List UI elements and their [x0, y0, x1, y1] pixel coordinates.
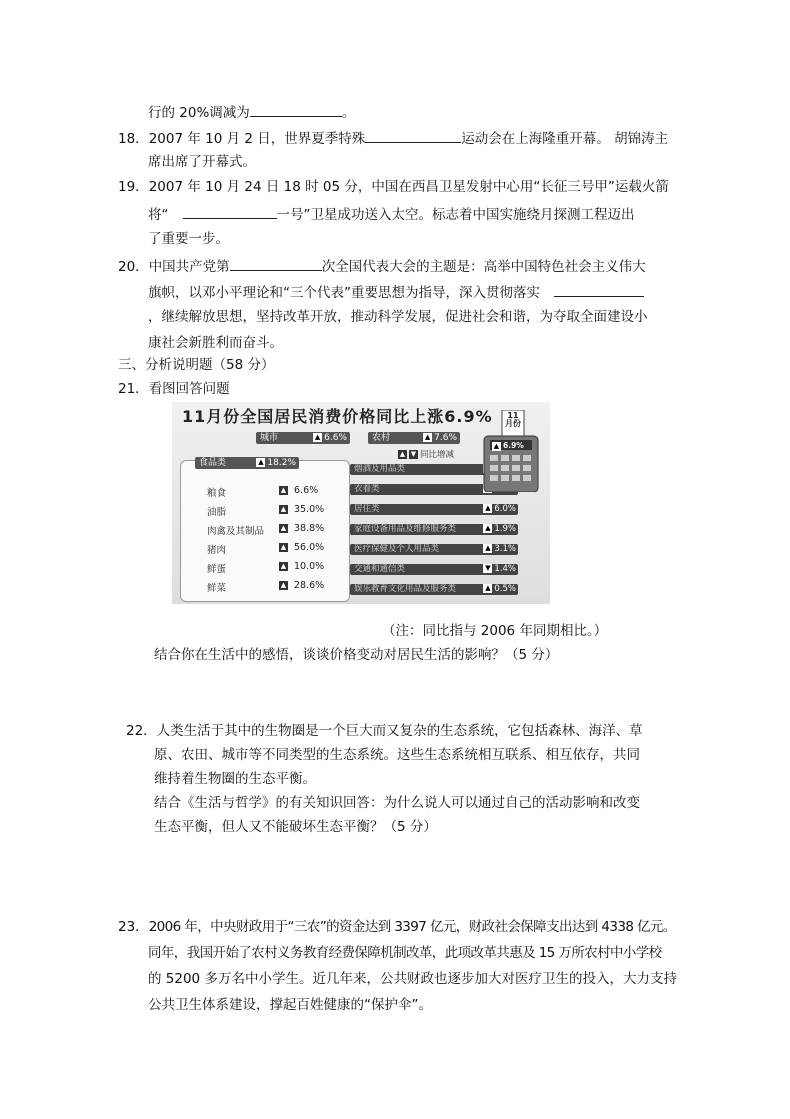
q18-text-b: 运动会在上海隆重开幕。 胡锦涛主 [461, 131, 669, 147]
q19-number: 19． [118, 179, 149, 195]
chart-title: 11月份全国居民消费价格同比上涨6.9% [182, 407, 493, 426]
up-triangle-icon: ▲ [424, 433, 431, 441]
up-triangle-icon: ▲ [399, 450, 406, 458]
category-bar: 家庭设备用品及维修服务类 ▲ 1.9% [350, 524, 518, 535]
q23-line3: 的 5200 多万名中小学生。近几年来，公共财政也逐步加大对医疗卫生的投入，大力支持 [148, 971, 677, 987]
up-triangle-icon: ▲ [280, 562, 287, 570]
food-item-value: ▲ 6.6% [280, 485, 319, 496]
q22-number: 22． [126, 723, 157, 739]
food-item-label: 肉禽及其制品 [207, 526, 265, 537]
q21-line1 [118, 380, 230, 398]
q20-text-b: 旗帜，以邓小平理论和“三个代表”重要思想为指导，深入贯彻落实 [148, 285, 540, 301]
category-bar: 烟酒及用品类 [350, 464, 518, 475]
up-triangle-icon: ▲ [485, 524, 491, 532]
q21-number: 21． [118, 381, 149, 397]
up-triangle-icon: ▲ [485, 544, 491, 552]
category-bar: 衣着类 [350, 484, 518, 495]
cpi-chart [172, 402, 550, 604]
up-triangle-icon: ▲ [280, 486, 287, 494]
food-item-label: 鲜菜 [207, 583, 227, 594]
category-bar: 居住类 ▲ 6.0% [350, 504, 518, 515]
q18-number: 18． [118, 131, 149, 147]
answer-blank[interactable] [250, 102, 342, 117]
city-label: 城市 [260, 433, 279, 443]
food-item-value: ▲ 56.0% [280, 542, 325, 553]
month-badge: 11月份 [505, 411, 521, 428]
q22-line5: 生态平衡，但人又不能破坏生态平衡？（5 分） [154, 819, 437, 835]
up-triangle-icon: ▲ [485, 504, 491, 512]
down-triangle-icon: ▼ [485, 564, 491, 572]
q19-text-a: 2007 年 10 月 24 日 18 时 05 分，中国在西昌卫星发射中心用“长征三号甲”运载火箭 [148, 179, 669, 195]
q19-line2 [148, 204, 635, 224]
food-item-label: 鲜蛋 [207, 564, 227, 575]
q22-text-a: 人类生活于其中的生物圈是一个巨大而又复杂的生态系统，它包括森林、海洋、草 [156, 723, 643, 739]
up-triangle-icon: ▲ [485, 584, 491, 592]
down-triangle-icon: ▼ [410, 450, 417, 458]
rural-pill [368, 432, 460, 444]
q19-line1 [118, 178, 669, 196]
answer-blank[interactable] [554, 282, 644, 297]
q20-line1 [118, 256, 646, 276]
q19-text-b2: 一号”卫星成功送入太空。标志着中国实施绕月探测工程迈出 [276, 207, 635, 223]
food-item-value: ▲ 28.6% [280, 580, 325, 591]
badge-value: ▲ 6.9% [493, 441, 524, 450]
chart-note: （注：同比指与 2006 年同期相比。） [382, 623, 608, 639]
food-item-value: ▲ 38.8% [280, 523, 325, 534]
food-label: 食品类 [199, 458, 227, 468]
q18-line1 [118, 128, 668, 148]
up-triangle-icon: ▲ [280, 543, 287, 551]
up-triangle-icon: ▲ [280, 581, 287, 589]
food-item-label: 油脂 [207, 507, 227, 518]
q17-text: 行的 20%调减为 [148, 105, 250, 121]
section-3-heading: 三、分析说明题（58 分） [118, 357, 275, 373]
food-item-label: 猪肉 [207, 545, 227, 556]
food-item-value: ▲ 10.0% [280, 561, 325, 572]
category-bar: 交通和通信类 ▼ 1.4% [350, 564, 518, 575]
food-panel [180, 460, 350, 602]
answer-blank[interactable] [365, 128, 461, 143]
legend [398, 448, 454, 460]
legend-label: 同比增减 [420, 450, 455, 460]
up-triangle-icon: ▲ [280, 524, 287, 532]
up-triangle-icon: ▲ [280, 505, 287, 513]
city-pill [256, 432, 350, 444]
q20-line4: 康社会新胜利而奋斗。 [148, 335, 283, 351]
line-q17-end [148, 102, 355, 122]
q22-line1 [126, 722, 643, 740]
city-value: 6.6% [324, 433, 347, 443]
rural-label: 农村 [372, 433, 391, 443]
q20-text-a2: 次全国代表大会的主题是：高举中国特色社会主义伟大 [321, 259, 646, 275]
q23-line2: 同年，我国开始了农村义务教育经费保障机制改革，此项改革共惠及 15 万所农村中小学校 [148, 945, 662, 961]
q19-text-b1: 将“ [148, 207, 169, 223]
q18-text-a: 2007 年 10 月 2 日，世界夏季特殊 [148, 131, 366, 147]
food-item-label: 粮食 [207, 488, 227, 499]
q18-line2: 席出席了开幕式。 [148, 154, 256, 170]
rural-value: 7.6% [434, 433, 457, 443]
food-header [195, 457, 299, 469]
q20-line3: ，继续解放思想，坚持改革开放，推动科学发展，促进社会和谐，为夺取全面建设小 [148, 309, 648, 325]
q17-end: 。 [341, 105, 356, 121]
up-triangle-icon: ▲ [493, 441, 500, 450]
answer-blank[interactable] [230, 256, 322, 271]
q22-line2: 原、农田、城市等不同类型的生态系统。这些生态系统相互联系、相互依存，共同 [154, 747, 640, 763]
category-bar: 娱乐教育文化用品及服务类 ▲ 0.5% [350, 584, 518, 595]
q19-line3: 了重要一步。 [148, 231, 229, 247]
q20-line2 [148, 282, 644, 302]
q22-line3: 维持着生物圈的生态平衡。 [154, 771, 316, 787]
q23-number: 23． [118, 919, 149, 935]
q20-text-a1: 中国共产党第 [148, 259, 230, 275]
up-triangle-icon: ▲ [258, 458, 264, 466]
q20-number: 20． [118, 259, 149, 275]
q23-line4: 公共卫生体系建设，撑起百姓健康的“保护伞”。 [148, 997, 432, 1013]
q23-text-a: 2006 年，中央财政用于“三农”的资金达到 3397 亿元，财政社会保障支出达到 4338 亿元。 [148, 919, 676, 935]
q21-question: 结合你在生活中的感悟，谈谈价格变动对居民生活的影响？（5 分） [154, 647, 559, 663]
q23-line1 [118, 918, 676, 936]
answer-blank[interactable] [183, 204, 277, 219]
q21-text: 看图回答问题 [148, 381, 230, 397]
food-item-value: ▲ 35.0% [280, 504, 325, 515]
food-value: 18.2% [267, 458, 296, 468]
q22-line4: 结合《生活与哲学》的有关知识回答：为什么说人可以通过自己的活动影响和改变 [154, 795, 640, 811]
category-bar: 医疗保健及个人用品类 ▲ 3.1% [350, 544, 518, 555]
up-triangle-icon: ▲ [314, 433, 321, 441]
